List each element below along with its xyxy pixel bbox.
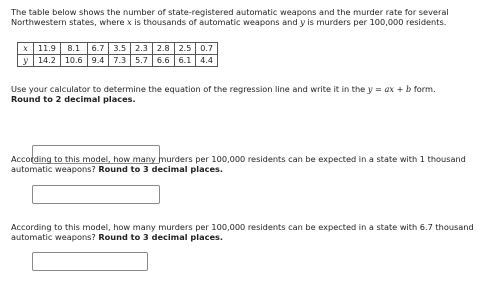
x-cell: 3.5 — [109, 43, 131, 55]
question-2 — [11, 154, 487, 174]
y-cell: 14.2 — [34, 55, 61, 67]
problem-intro — [11, 7, 487, 27]
x-cell: 6.7 — [87, 43, 109, 55]
question-3-text: According to this model, how many murders per 100,000 residents can be expected in a state with 6.7 thousand automatic weapons? — [11, 222, 474, 242]
question-3-instruction: Round to 3 decimal places. — [98, 232, 223, 242]
row-y-label: y — [18, 55, 34, 67]
table-row-y — [18, 55, 218, 67]
x-cell: 2.8 — [152, 43, 174, 55]
intro-var-x: x — [127, 17, 132, 27]
y-cell: 5.7 — [131, 55, 153, 67]
question-1-text: Use your calculator to determine the equation of the regression line and write it in the — [11, 84, 368, 94]
table-row-x — [18, 43, 218, 55]
x-cell: 8.1 — [60, 43, 87, 55]
y-cell: 10.6 — [60, 55, 87, 67]
regression-form-equation: y = ax + b — [367, 84, 412, 94]
row-x-label: x — [18, 43, 34, 55]
intro-text-part2: is thousands of automatic weapons and — [131, 17, 301, 27]
y-cell: 9.4 — [87, 55, 109, 67]
y-cell: 7.3 — [109, 55, 131, 67]
answer-2-input[interactable] — [32, 185, 160, 204]
question-1-instruction: Round to 2 decimal places. — [11, 94, 136, 104]
y-cell: 6.6 — [152, 55, 174, 67]
intro-text-part3: is murders per 100,000 residents. — [304, 17, 447, 27]
question-2-text: According to this model, how many murders per 100,000 residents can be expected in a state with 1 thousand automatic weapons? — [11, 154, 466, 174]
y-cell: 6.1 — [174, 55, 196, 67]
answer-3-input[interactable] — [32, 252, 148, 271]
x-cell: 0.7 — [196, 43, 218, 55]
y-cell: 4.4 — [196, 55, 218, 67]
question-1-text-after: form. — [411, 84, 436, 94]
intro-var-y: y — [300, 17, 305, 27]
question-2-instruction: Round to 3 decimal places. — [98, 164, 223, 174]
x-cell: 2.5 — [174, 43, 196, 55]
intro-text-part1: The table below shows the number of state-registered automatic weapons and the murder rate for several Northwestern states, where — [11, 7, 449, 27]
x-cell: 11.9 — [34, 43, 61, 55]
question-3 — [11, 222, 487, 242]
x-cell: 2.3 — [131, 43, 153, 55]
question-1 — [11, 84, 487, 104]
data-table — [17, 42, 218, 67]
